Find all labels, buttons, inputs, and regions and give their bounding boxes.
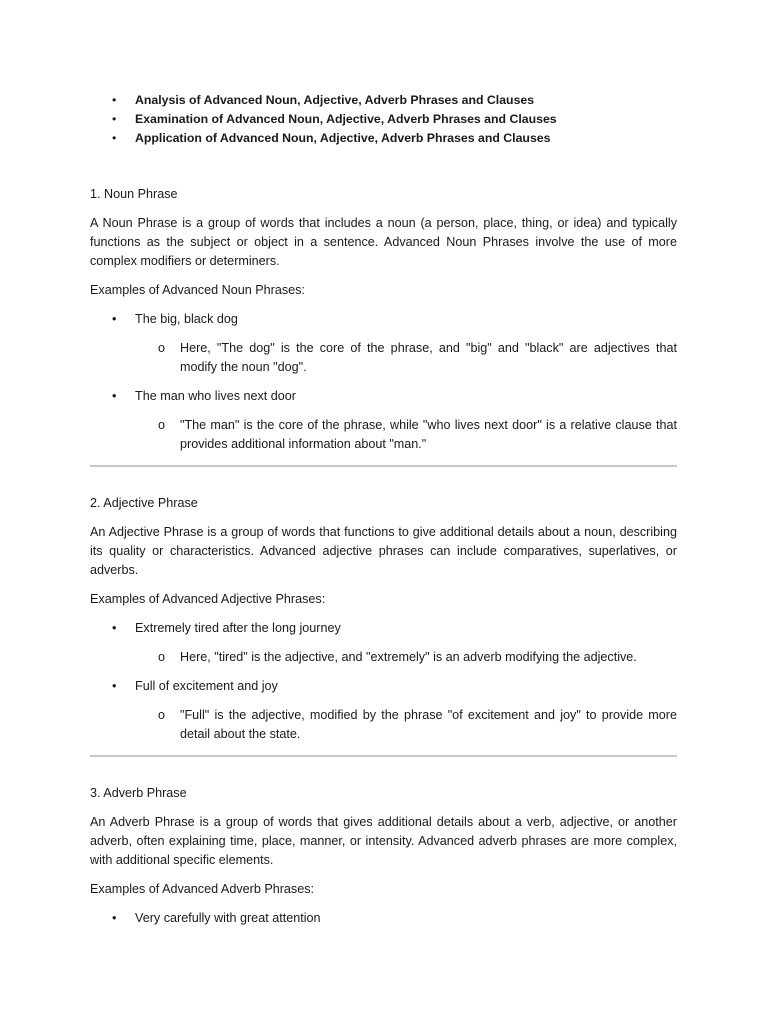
objective-item: • Application of Advanced Noun, Adjective, Adverb Phrases and Clauses (90, 129, 677, 148)
example-detail: o "The man" is the core of the phrase, while "who lives next door" is a relative clause that provides additional information about "man." (90, 416, 677, 454)
example-detail: o Here, "The dog" is the core of the phrase, and "big" and "black" are adjectives that modify the noun "dog". (90, 339, 677, 377)
examples-title: Examples of Advanced Adjective Phrases: (90, 592, 326, 606)
section-divider (90, 465, 677, 467)
example-item: • Very carefully with great attention (90, 909, 677, 928)
section-heading-adjective-phrase: 2. Adjective Phrase (90, 496, 198, 510)
objective-item: • Analysis of Advanced Noun, Adjective, Adverb Phrases and Clauses (90, 91, 677, 110)
example-item: • The man who lives next door (90, 387, 677, 406)
section-paragraph: An Adjective Phrase is a group of words that functions to give additional details about a noun, describing its quality or characteristics. Advanced adjective phrases can include comparatives, superlatives, or adverbs. (90, 525, 677, 577)
section-paragraph: A Noun Phrase is a group of words that includes a noun (a person, place, thing, or idea) and typically functions as the subject or object in a sentence. Advanced Noun Phrases involve the use of more complex modifiers or determiners. (90, 216, 677, 268)
section-paragraph: An Adverb Phrase is a group of words that gives additional details about a verb, adjective, or another adverb, often explaining time, place, manner, or intensity. Advanced adverb phrases are more complex, with additional specific elements. (90, 815, 677, 867)
example-detail: o "Full" is the adjective, modified by the phrase "of excitement and joy" to provide more detail about the state. (90, 706, 677, 744)
examples-title: Examples of Advanced Adverb Phrases: (90, 882, 315, 896)
document-body (90, 91, 677, 928)
example-detail: o Here, "tired" is the adjective, and "extremely" is an adverb modifying the adjective. (90, 648, 677, 667)
examples-title: Examples of Advanced Noun Phrases: (90, 283, 305, 297)
section-heading-adverb-phrase: 3. Adverb Phrase (90, 786, 187, 800)
objective-item: • Examination of Advanced Noun, Adjective, Adverb Phrases and Clauses (90, 110, 677, 129)
example-item: • The big, black dog (90, 310, 677, 329)
section-divider (90, 755, 677, 757)
section-heading-noun-phrase: 1. Noun Phrase (90, 187, 178, 201)
example-item: • Extremely tired after the long journey (90, 619, 677, 638)
objectives-list (90, 91, 677, 148)
example-item: • Full of excitement and joy (90, 677, 677, 696)
